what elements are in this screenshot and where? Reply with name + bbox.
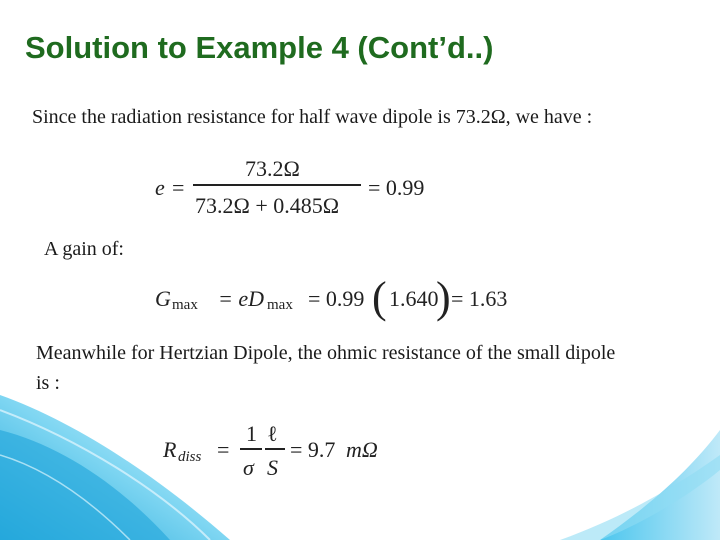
eq2-open-paren: (	[372, 273, 387, 322]
eq3-den1: σ	[243, 455, 254, 480]
eq3-num1: 1	[246, 421, 257, 446]
intro-text: Since the radiation resistance for half wave dipole is 73.2Ω, we have :	[32, 106, 593, 128]
slide-title: Solution to Example 4 (Cont’d..)	[25, 30, 494, 65]
eq1-denominator: 73.2Ω + 0.485Ω	[195, 193, 340, 218]
eq2-eD: = eD	[218, 286, 264, 311]
eq3-fraction-bar2	[265, 448, 285, 450]
eq1-equals: =	[172, 175, 185, 200]
eq2-close-paren: )	[436, 273, 451, 322]
eq3-den2: S	[267, 455, 278, 480]
eq1-fraction-bar	[193, 184, 361, 186]
eq2-g-sub: max	[172, 297, 198, 313]
eq3-num2: ℓ	[267, 421, 278, 446]
eq3-r: R	[163, 437, 177, 462]
eq2-inner-value: 1.640	[389, 286, 439, 311]
eq1-numerator: 73.2Ω	[245, 156, 300, 181]
eq3-unit: mΩ	[346, 437, 378, 462]
eq2-d-sub: max	[267, 297, 293, 313]
hertzian-text-line2: is :	[36, 372, 60, 394]
eq3-fraction-bar1	[240, 448, 262, 450]
eq1-lhs: e	[155, 175, 165, 200]
eq2-g: G	[155, 286, 171, 311]
hertzian-text-line1: Meanwhile for Hertzian Dipole, the ohmic resistance of the small dipole	[36, 342, 616, 364]
eq2-result: = 1.63	[451, 286, 508, 311]
eq3-result: = 9.7	[290, 437, 336, 462]
gain-intro-text: A gain of:	[44, 238, 124, 260]
eq3-equals: =	[217, 437, 230, 462]
eq2-equals-value: = 0.99	[308, 286, 365, 311]
eq1-result: = 0.99	[368, 175, 425, 200]
eq3-r-sub: diss	[178, 449, 202, 465]
